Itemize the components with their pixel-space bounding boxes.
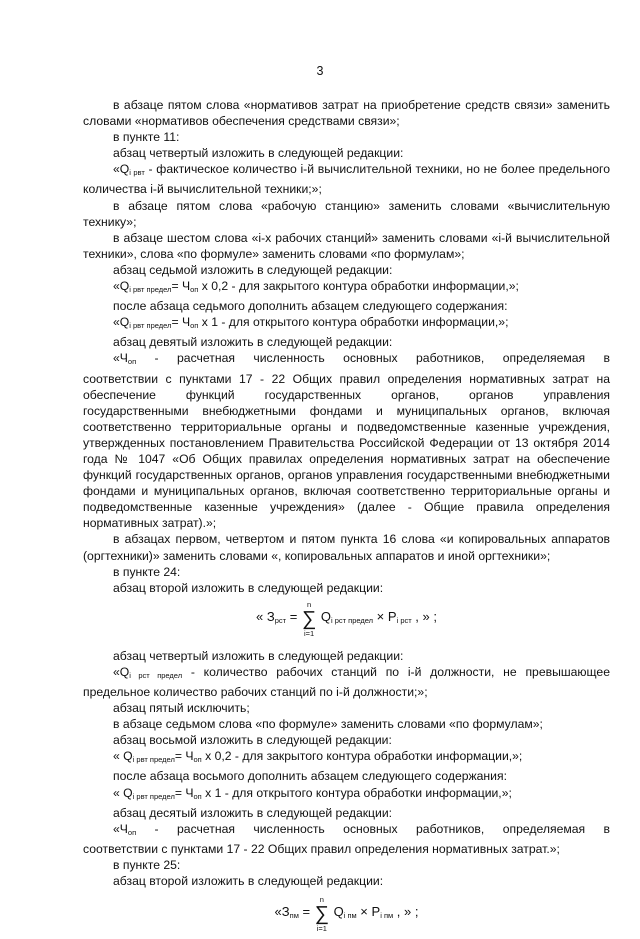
- formula-text: «Ч: [113, 351, 128, 366]
- subscript: оп: [190, 285, 199, 295]
- paragraph: абзац второй изложить в следующей редакции:: [113, 580, 384, 595]
- paragraph-line: [83, 821, 610, 841]
- paragraph: [83, 161, 610, 197]
- formula-text: = Ч: [174, 785, 194, 800]
- paragraph: соответствии с пунктами 17 - 22 Общих правил определения нормативных затрат.»;: [83, 841, 560, 856]
- formula-text: « З: [256, 608, 275, 624]
- paragraph: в пункте 25:: [113, 857, 181, 872]
- formula-text: = Ч: [174, 749, 194, 764]
- subscript: рст: [274, 615, 287, 625]
- paragraph: абзац восьмой изложить в следующей редакции:: [113, 733, 392, 748]
- formula-lhs: [275, 904, 311, 924]
- page-number: 3: [316, 64, 324, 78]
- sum-lower-limit: i=1: [316, 924, 327, 934]
- paragraph: [83, 785, 610, 805]
- formula-rhs: [321, 609, 437, 629]
- formula-lhs: [256, 609, 297, 629]
- subscript: i рвт предел: [132, 791, 175, 801]
- paragraph: в абзаце пятом слова «нормативов затрат на приобретение средств связи» заменить словами «нормативов обеспечения средствами связи»;: [83, 98, 610, 129]
- subscript: i рст предел: [129, 670, 183, 680]
- paragraph-line: обеспечение функций государственных органов, органов управления: [83, 387, 610, 402]
- sum-upper-limit: n: [306, 599, 312, 609]
- formula-text: , » ;: [393, 904, 419, 920]
- formula-text: =: [298, 904, 311, 920]
- sum-operator: [302, 600, 316, 638]
- paragraph: государственными внебюджетными фондами и муниципальных органов, включая соответственно территориальные органы и подведомственные казенные учреждения, утвержденных постановлением Правительства Российской Федерации от 13 октября 2014 года № 1047 «Об Общих правилах определения нормативных затрат на обеспечение функций государственных органов, органов управления государственными внебюджетными фондами и муниципальных органов, включая соответственно территориальные органы и подведомственные казенные учреждения» (далее - Общие правила определения нормативных затрат).»;: [83, 403, 610, 531]
- subscript: i пм: [380, 911, 394, 921]
- formula-text: «Q: [113, 315, 130, 330]
- formula-text: ×: [373, 608, 388, 624]
- paragraph-line: соответствии с пунктами 17 - 22 Общих правил определения нормативных затрат на: [83, 371, 610, 386]
- paragraph: абзац четвертый изложить в следующей редакции:: [113, 648, 404, 663]
- sum-symbol: ∑: [301, 607, 317, 630]
- subscript: пм: [289, 911, 299, 921]
- document-body: [83, 97, 610, 939]
- subscript: i рвт предел: [129, 321, 172, 331]
- paragraph: абзац десятый изложить в следующей редакции:: [113, 805, 393, 820]
- formula-text: «Q: [113, 664, 130, 679]
- subscript: оп: [127, 827, 137, 837]
- paragraph: в абзацах первом, четвертом и пятом пункта 16 слова «и копировальных аппаратов (оргтехники)» заменить словами «, копировальных аппаратов и иной оргтехники»;: [83, 532, 610, 563]
- formula-text: =: [286, 608, 298, 624]
- formula-text: P: [387, 608, 397, 624]
- sum-symbol: ∑: [314, 903, 329, 926]
- paragraph-text: - расчетная численность основных работников, определяемая в: [136, 821, 610, 836]
- subscript: i рвт: [129, 168, 145, 178]
- subscript: i рст: [396, 615, 412, 625]
- formula-text: «Ч: [113, 821, 128, 836]
- paragraph: [83, 748, 610, 768]
- subscript: оп: [127, 357, 137, 367]
- formula-text: «З: [274, 904, 290, 920]
- paragraph: в абзаце пятом слова «рабочую станцию» заменить словами «вычислительную технику»;: [83, 198, 610, 229]
- paragraph: в пункте 11:: [113, 130, 180, 145]
- subscript: оп: [190, 321, 199, 331]
- paragraph: [83, 664, 610, 700]
- formula-text: = Ч: [171, 315, 191, 330]
- paragraph-text: - фактическое количество i-й вычислительной техники, но не более предельного количества i-й вычислительной техники;»;: [83, 162, 610, 197]
- formula-text: ×: [356, 904, 372, 920]
- subscript: оп: [193, 755, 202, 765]
- paragraph: абзац четвертый изложить в следующей редакции:: [113, 146, 404, 161]
- paragraph-line: [83, 350, 610, 370]
- subscript: i рст предел: [330, 615, 374, 625]
- paragraph-text: x 1 - для открытого контура обработки информации,»;: [201, 785, 512, 800]
- paragraph: абзац девятый изложить в следующей редакции:: [113, 335, 393, 350]
- subscript: i рвт предел: [132, 755, 175, 765]
- paragraph-text: - расчетная численность основных работников, определяемая в: [136, 351, 610, 366]
- formula-block: [83, 895, 610, 933]
- paragraph: [83, 278, 610, 298]
- formula-block: [83, 600, 610, 638]
- sum-operator: [315, 895, 329, 933]
- paragraph-text: x 1 - для открытого контура обработки информации,»;: [198, 315, 509, 330]
- formula-text: «Q: [113, 279, 130, 294]
- paragraph: абзац пятый исключить;: [113, 701, 250, 716]
- paragraph-text: x 0,2 - для закрытого контура обработки информации,»;: [201, 749, 523, 764]
- formula-text: = Ч: [171, 279, 191, 294]
- formula-text: «Q: [113, 162, 130, 177]
- formula-text: Q: [320, 608, 331, 624]
- sum-upper-limit: n: [319, 895, 324, 905]
- paragraph: абзац второй изложить в следующей редакции:: [113, 874, 384, 889]
- subscript: оп: [193, 791, 202, 801]
- paragraph: после абзаца восьмого дополнить абзацем следующего содержания:: [113, 769, 507, 784]
- formula-text: Q: [333, 904, 344, 920]
- paragraph: [83, 314, 610, 334]
- formula-text: « Q: [113, 785, 133, 800]
- paragraph: абзац седьмой изложить в следующей редакции:: [113, 262, 393, 277]
- paragraph: в абзаце седьмом слова «по формуле» заменить словами «по формулам»;: [113, 717, 543, 732]
- formula-text: P: [371, 904, 381, 920]
- paragraph: после абзаца седьмого дополнить абзацем следующего содержания:: [113, 299, 508, 314]
- formula-text: « Q: [113, 749, 133, 764]
- paragraph: в абзаце шестом слова «i-х рабочих станций» заменить словами «i-й вычислительной техники», слова «по формуле» заменить словами «по формулам»;: [83, 230, 610, 261]
- paragraph-text: - количество рабочих станций по i-й должности, не превышающее предельное количество рабочих станций по i-й должности;»;: [83, 664, 610, 699]
- formula-rhs: [334, 904, 419, 924]
- subscript: i рвт предел: [129, 285, 172, 295]
- paragraph: в пункте 24:: [113, 564, 181, 579]
- paragraph-text: x 0,2 - для закрытого контура обработки информации,»;: [198, 279, 519, 294]
- sum-lower-limit: i=1: [303, 628, 315, 638]
- subscript: i пм: [343, 911, 357, 921]
- formula-text: , » ;: [411, 608, 437, 624]
